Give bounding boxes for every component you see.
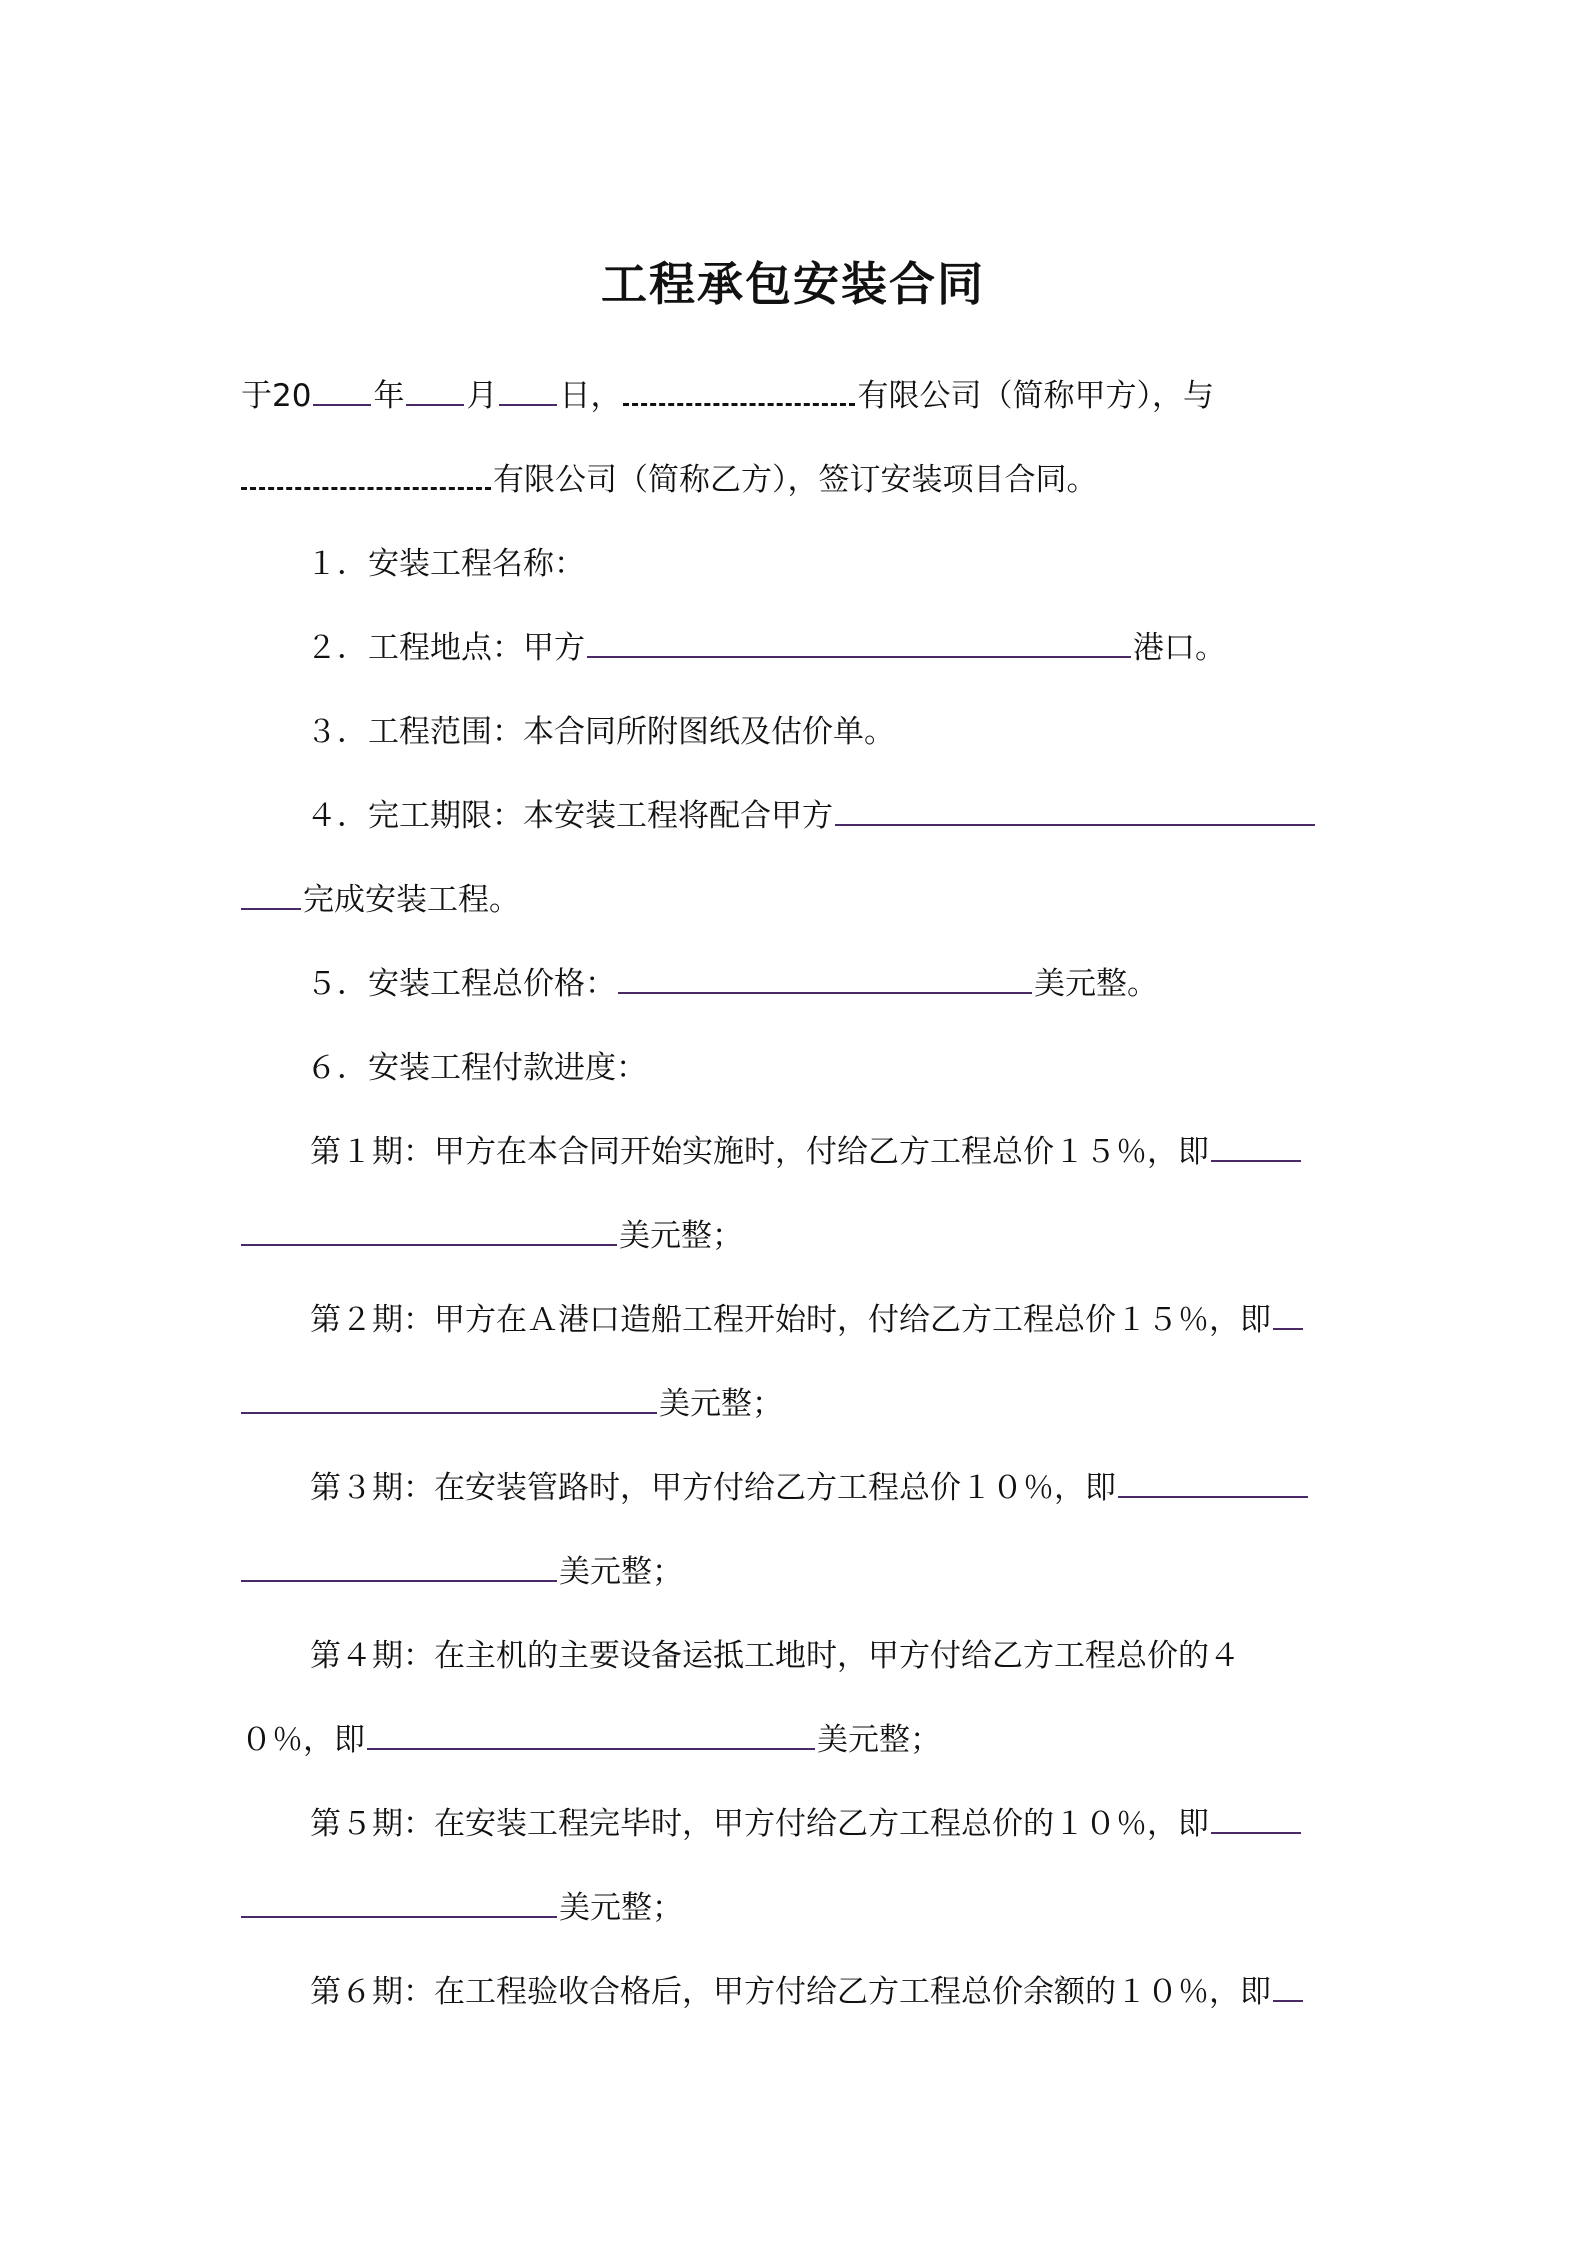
payment-3-cont bbox=[241, 1550, 1341, 1594]
item-5-text: ５．安装工程总价格： bbox=[306, 966, 616, 1002]
payment-4-text: 第４期：在主机的主要设备运抵工地时，甲方付给乙方工程总价的４ bbox=[310, 1638, 1240, 1674]
intro-day: 日， bbox=[559, 378, 622, 414]
item-3 bbox=[306, 710, 1406, 754]
payment-5 bbox=[310, 1802, 1410, 1846]
payment-4 bbox=[310, 1634, 1410, 1678]
payment-3-suffix: 美元整； bbox=[559, 1554, 683, 1590]
year-blank[interactable] bbox=[313, 380, 371, 406]
party-a-blank[interactable] bbox=[623, 379, 855, 406]
item-4-text: ４．完工期限：本安装工程将配合甲方 bbox=[306, 798, 833, 834]
payment-3-text: 第３期：在安装管路时，甲方付给乙方工程总价１０％，即 bbox=[310, 1470, 1116, 1506]
item-6 bbox=[306, 1046, 1406, 1090]
intro-prefix: 于20 bbox=[241, 378, 312, 414]
item-2 bbox=[306, 626, 1406, 670]
payment-4-cont bbox=[241, 1718, 1341, 1762]
payment-5-cont bbox=[241, 1886, 1341, 1930]
payment-4-suffix: 美元整； bbox=[817, 1722, 941, 1758]
payment-2 bbox=[310, 1298, 1410, 1342]
item-3-text: ３．工程范围：本合同所附图纸及估价单。 bbox=[306, 714, 895, 750]
payment-4-text-cont: ０％，即 bbox=[241, 1722, 365, 1758]
payment-6-text: 第６期：在工程验收合格后，甲方付给乙方工程总价余额的１０％，即 bbox=[310, 1974, 1271, 2010]
item-4-suffix: 完成安装工程。 bbox=[303, 882, 520, 918]
item-1 bbox=[306, 542, 1406, 586]
payment-2-blank[interactable] bbox=[1273, 1304, 1303, 1330]
party-b-blank[interactable] bbox=[241, 463, 491, 490]
payment-4-blank[interactable] bbox=[367, 1724, 815, 1750]
payment-2-text: 第２期：甲方在Ａ港口造船工程开始时，付给乙方工程总价１５％，即 bbox=[310, 1302, 1271, 1338]
payment-2-blank-cont[interactable] bbox=[241, 1388, 657, 1414]
deadline-blank[interactable] bbox=[835, 800, 1315, 826]
payment-2-cont bbox=[241, 1382, 1341, 1426]
payment-6 bbox=[310, 1970, 1410, 2014]
document-title: 工程承包安装合同 bbox=[601, 257, 985, 311]
payment-3-blank-cont[interactable] bbox=[241, 1556, 557, 1582]
payment-2-suffix: 美元整； bbox=[659, 1386, 783, 1422]
party-a-text: 有限公司（简称甲方），与 bbox=[857, 378, 1214, 414]
payment-1-blank[interactable] bbox=[1211, 1136, 1301, 1162]
payment-3-blank[interactable] bbox=[1118, 1472, 1308, 1498]
payment-5-blank[interactable] bbox=[1211, 1808, 1301, 1834]
party-b-text: 有限公司（简称乙方），签订安装项目合同。 bbox=[493, 462, 1098, 498]
payment-5-text: 第５期：在安装工程完毕时，甲方付给乙方工程总价的１０％，即 bbox=[310, 1806, 1209, 1842]
payment-5-blank-cont[interactable] bbox=[241, 1892, 557, 1918]
intro-line-1 bbox=[241, 374, 1341, 418]
payment-1-blank-cont[interactable] bbox=[241, 1220, 617, 1246]
payment-5-suffix: 美元整； bbox=[559, 1890, 683, 1926]
item-2-text: ２．工程地点：甲方 bbox=[306, 630, 585, 666]
payment-1 bbox=[310, 1130, 1410, 1174]
payment-6-blank[interactable] bbox=[1273, 1976, 1303, 2002]
item-6-text: ６．安装工程付款进度： bbox=[306, 1050, 647, 1086]
item-5-suffix: 美元整。 bbox=[1034, 966, 1158, 1002]
payment-1-cont bbox=[241, 1214, 1341, 1258]
intro-line-2 bbox=[241, 458, 1341, 502]
total-price-blank[interactable] bbox=[618, 968, 1032, 994]
item-2-suffix: 港口。 bbox=[1133, 630, 1226, 666]
payment-3 bbox=[310, 1466, 1410, 1510]
payment-1-suffix: 美元整； bbox=[619, 1218, 743, 1254]
item-1-text: １．安装工程名称： bbox=[306, 546, 585, 582]
intro-year: 年 bbox=[373, 378, 405, 414]
deadline-blank-cont[interactable] bbox=[241, 884, 301, 910]
day-blank[interactable] bbox=[499, 380, 557, 406]
intro-month: 月 bbox=[466, 378, 498, 414]
item-4-cont bbox=[241, 878, 1341, 922]
item-4 bbox=[306, 794, 1406, 838]
item-5 bbox=[306, 962, 1406, 1006]
payment-1-text: 第１期：甲方在本合同开始实施时，付给乙方工程总价１５％，即 bbox=[310, 1134, 1209, 1170]
month-blank[interactable] bbox=[406, 380, 464, 406]
port-blank[interactable] bbox=[587, 632, 1131, 658]
